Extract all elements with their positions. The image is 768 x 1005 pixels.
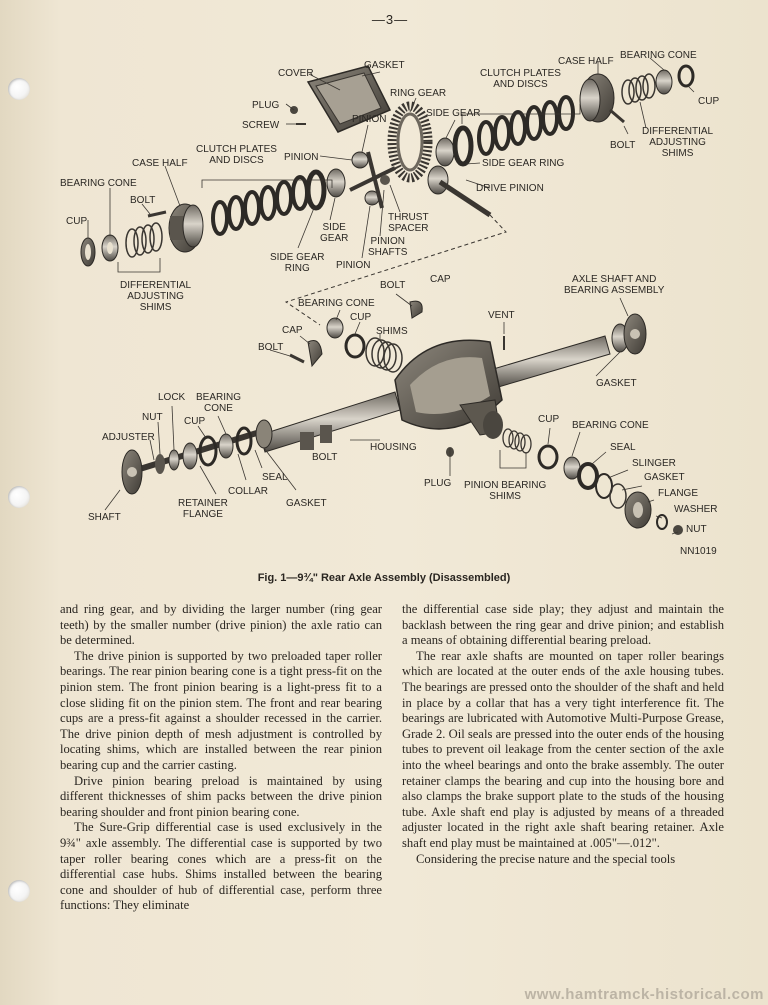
- pinion-bearing-shims: [503, 429, 531, 453]
- label-axle-shaft-assembly: AXLE SHAFT AND BEARING ASSEMBLY: [564, 274, 665, 296]
- label-ring-gear: RING GEAR: [390, 88, 447, 99]
- label-shaft: SHAFT: [88, 512, 121, 523]
- label-gasket-right-axle: GASKET: [596, 378, 637, 389]
- label-cover: COVER: [278, 68, 314, 79]
- label-side-gear-left: SIDE GEAR: [320, 222, 349, 244]
- label-gasket-top: GASKET: [364, 60, 405, 71]
- left-bearing-cup: [81, 238, 95, 266]
- left-bolt: [148, 212, 166, 216]
- right-shims: [622, 74, 655, 104]
- paragraph: and ring gear, and by dividing the larger number (ring gear teeth) by the smaller number (drive pinion) the axle ratio can be determined.: [60, 602, 382, 648]
- label-pinion-left: PINION: [284, 152, 319, 163]
- left-side-gear: [327, 169, 345, 197]
- label-gasket-pinion: GASKET: [644, 472, 685, 483]
- label-pinion-bearing-shims: PINION BEARING SHIMS: [464, 480, 547, 502]
- label-side-gear-right: SIDE GEAR: [426, 108, 481, 119]
- label-vent: VENT: [488, 310, 515, 321]
- label-bolt-housing: BOLT: [312, 452, 338, 463]
- label-plug-top: PLUG: [252, 100, 280, 111]
- right-bolt: [610, 110, 624, 122]
- label-bearing-cone-right: BEARING CONE: [620, 50, 697, 61]
- label-cap-mid: CAP: [430, 274, 451, 285]
- label-nut-pinion: NUT: [686, 524, 707, 535]
- label-clutch-plates-right: CLUTCH PLATES AND DISCS: [480, 68, 561, 90]
- left-cap: [308, 341, 322, 367]
- right-case-half: [580, 74, 614, 122]
- exploded-axle-diagram: [50, 40, 750, 600]
- pinion-gears: [350, 152, 395, 208]
- label-case-half-right: CASE HALF: [558, 56, 614, 67]
- label-side-gear-ring-right: SIDE GEAR RING: [482, 158, 565, 169]
- label-cup-left: CUP: [66, 216, 88, 227]
- paragraph: the differential case side play; they adjust and maintain the backlash between the ring gear and drive pinion; and establish a means of obtaining differential bearing preload.: [402, 602, 724, 648]
- right-side-gear-ring: [455, 128, 471, 164]
- pinion-seal: [579, 464, 597, 488]
- label-housing: HOUSING: [370, 442, 417, 453]
- figure-code: NN1019: [680, 546, 717, 557]
- label-bolt-right: BOLT: [610, 140, 636, 151]
- pinion-gasket: [610, 484, 626, 508]
- paragraph: Drive pinion bearing preload is maintained by using different thicknesses of shim packs between the drive pinion bearing shoulder and front pinion bearing cone.: [60, 773, 382, 819]
- label-diff-shims-right: DIFFERENTIAL ADJUSTING SHIMS: [642, 126, 714, 159]
- label-cup-right: CUP: [698, 96, 720, 107]
- label-slinger: SLINGER: [632, 458, 676, 469]
- label-washer: WASHER: [674, 504, 718, 515]
- label-case-half-left: CASE HALF: [132, 158, 188, 169]
- text-column-left: [60, 602, 382, 914]
- right-bearing-cone: [656, 70, 672, 94]
- left-cap-bolt: [290, 355, 304, 362]
- right-clutch-plates: [479, 97, 573, 154]
- label-lock: LOCK: [158, 392, 186, 403]
- label-gasket-lower: GASKET: [286, 498, 327, 509]
- label-adjuster: ADJUSTER: [102, 432, 155, 443]
- paragraph: Considering the precise nature and the special tools: [416, 851, 676, 866]
- label-bearing-cone-pinion: BEARING CONE: [572, 420, 649, 431]
- left-case-half: [169, 204, 203, 252]
- page-number: —3—: [371, 12, 409, 27]
- left-bearing-cone: [102, 235, 118, 261]
- label-bearing-cone-lower: BEARING CONE: [196, 392, 242, 414]
- label-seal-lower: SEAL: [262, 472, 288, 483]
- label-plug-bottom: PLUG: [424, 478, 452, 489]
- label-bearing-cone-left: BEARING CONE: [60, 178, 137, 189]
- label-bolt-mid: BOLT: [380, 280, 406, 291]
- label-side-gear-ring-left: SIDE GEAR RING: [270, 252, 325, 274]
- pinion-cup: [539, 446, 557, 468]
- middle-cup: [346, 335, 364, 357]
- axle-illustration: [50, 40, 750, 600]
- label-cup-pinion: CUP: [538, 414, 560, 425]
- label-bearing-cone-mid: BEARING CONE: [298, 298, 375, 309]
- middle-bearing-cone: [327, 318, 343, 338]
- label-pinion-shafts: PINION SHAFTS: [368, 236, 408, 258]
- label-diff-shims-left: DIFFERENTIAL ADJUSTING SHIMS: [120, 280, 192, 313]
- paragraph: The Sure-Grip differential case is used exclusively in the 9¾" axle assembly. The differential case is supported by two taper roller bearing cones which are a press-fit on the differential case hubs. Shims installed between the bearing cone and shoulder of hub of differential case, perform three functions: They eliminate: [60, 820, 382, 913]
- left-shims: [126, 223, 162, 257]
- label-drive-pinion: DRIVE PINION: [476, 183, 544, 194]
- label-screw: SCREW: [242, 120, 280, 131]
- paragraph: The rear axle shafts are mounted on taper roller bearings which are located at the outer ends of the axle housing tubes. The bearings are pressed onto the shoulder of the shaft and held in place by a collar that has a very tight interference fit. The bearings are lubricated with Automotive Multi-Purpose Grease, Grade 2. Oil seals are pressed into the outer ends of the housing tubes to prevent oil leakage from the center section of the axle into the wheel bearings and onto the brake assembly. The outer retainer clamps the bearing and cup into the housing bore and also clamps the brake support plate to the studs of the housing tube. Axle shaft end play is adjusted by means of a threaded adjuster located in the right axle shaft bearing retainer. Axle shaft end play must be maintained at .005"—.012".: [402, 648, 724, 850]
- paragraph: The drive pinion is supported by two preloaded taper roller bearings. The rear pinion bearing cone is a tight press-fit on the pinion stem. The front pinion bearing is a light-press fit to a close sliding fit on the pinion stem. The front and rear bearing cups are a press-fit against a shoulder recessed in the carrier. The drive pinion depth of mesh adjustment is controlled by locating shims, which are installed between the rear pinion bearing cup and the carrier casting.: [60, 648, 382, 772]
- left-side-gear-ring: [308, 172, 324, 208]
- right-axle-shaft: [612, 314, 646, 354]
- label-retainer-flange: RETAINER FLANGE: [178, 498, 228, 520]
- text-column-right: [402, 602, 724, 867]
- label-pinion-bottom: PINION: [336, 260, 371, 271]
- label-seal-pinion: SEAL: [610, 442, 636, 453]
- watermark: www.hamtramck-historical.com: [524, 986, 764, 1003]
- pinion-flange: [625, 492, 651, 528]
- label-collar: COLLAR: [228, 486, 269, 497]
- label-cup-lower: CUP: [184, 416, 206, 427]
- figure-caption: Fig. 1—9¾" Rear Axle Assembly (Disassembled): [257, 572, 511, 584]
- label-bolt-lower-left: BOLT: [258, 342, 284, 353]
- ring-gear: [392, 106, 428, 178]
- label-flange: FLANGE: [658, 488, 699, 499]
- binder-hole: [8, 78, 30, 100]
- binder-hole: [8, 486, 30, 508]
- upper-cap: [410, 301, 422, 318]
- middle-shims: [366, 338, 402, 372]
- right-bearing-cup: [679, 66, 693, 86]
- label-thrust-spacer: THRUST SPACER: [388, 212, 429, 234]
- label-cap-left: CAP: [282, 325, 303, 336]
- label-pinion-upper: PINION: [352, 114, 387, 125]
- label-nut-lower: NUT: [142, 412, 163, 423]
- left-clutch-plates: [213, 177, 307, 234]
- label-shims-mid: SHIMS: [376, 326, 408, 337]
- label-bolt-left: BOLT: [130, 195, 156, 206]
- label-clutch-plates-left: CLUTCH PLATES AND DISCS: [196, 144, 277, 166]
- right-side-gear: [436, 138, 454, 166]
- label-cup-mid: CUP: [350, 312, 372, 323]
- binder-hole: [8, 880, 30, 902]
